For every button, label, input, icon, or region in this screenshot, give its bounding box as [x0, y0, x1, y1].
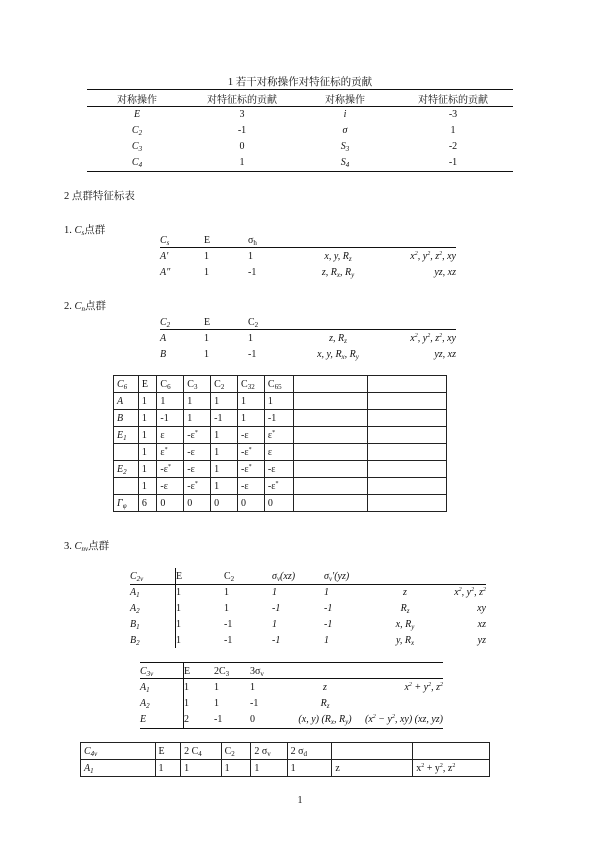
table-row	[114, 495, 447, 512]
table-row	[140, 711, 443, 727]
table-cell: -ε*	[184, 427, 211, 444]
table-cell: 1	[211, 393, 238, 410]
table-cell: -1	[157, 410, 184, 427]
table-cell: 1	[176, 586, 181, 598]
table-cell: $C_4$	[131, 156, 143, 169]
table-cell: $C_2$	[131, 124, 143, 137]
table-cell: 1	[238, 393, 265, 410]
header-cell: 2 $\sigma_v$	[251, 743, 287, 760]
table-cell: xy	[477, 602, 486, 614]
table-cell	[293, 461, 367, 478]
table-cell: 1	[184, 393, 211, 410]
table-cell	[293, 410, 367, 427]
table-cell: -1	[250, 697, 259, 709]
table-cell: $A_1$	[130, 586, 140, 599]
table-cell: 1	[214, 681, 219, 693]
table-cell: yz, xz	[434, 348, 456, 360]
table-cell: z, $R_z$	[329, 332, 347, 345]
table-cell: -1	[248, 266, 257, 278]
table-cell: 1	[248, 250, 253, 262]
header-cell: E	[155, 743, 181, 760]
table-cell	[293, 478, 367, 495]
table-cell: yz	[477, 634, 486, 646]
table-cell	[368, 495, 447, 512]
header-cell: $C_{32}$	[238, 376, 265, 393]
table1-header-cell: 对特征标的贡献	[207, 94, 277, 106]
heading-text: 点群	[88, 541, 110, 552]
table1-caption: 1 若干对称操作对特征标的贡献	[227, 77, 373, 88]
table-cell: z	[323, 681, 327, 693]
table-cell: E	[133, 108, 141, 120]
header-cell	[286, 663, 364, 679]
header-cell: $C_6$	[114, 376, 139, 393]
table-cell: 1	[248, 332, 253, 344]
cn-heading	[64, 298, 106, 313]
table-cell: $A_2$	[130, 602, 140, 615]
table-row	[114, 393, 447, 410]
table-cell	[293, 427, 367, 444]
header-cell: $C_3$	[184, 376, 211, 393]
table-cell: -1	[224, 634, 233, 646]
table-cell: 1	[157, 393, 184, 410]
table-cell: 1	[181, 760, 221, 777]
table-cell: 1	[221, 760, 251, 777]
table-cell: 1	[324, 586, 329, 598]
table-cell: 6	[138, 495, 157, 512]
table-cell	[114, 478, 139, 495]
header-cell: $2C_3$	[214, 665, 230, 678]
table-cell: A"	[160, 266, 171, 278]
table-cell: 1	[211, 461, 238, 478]
cn-table	[160, 314, 456, 362]
table-cell: 1	[272, 618, 277, 630]
table-row	[87, 154, 513, 170]
table-row	[140, 695, 443, 711]
table1-header-cell: 对特征标的贡献	[418, 94, 488, 106]
table-cell: -ε*	[157, 461, 184, 478]
table-cell	[293, 444, 367, 461]
table-cell: 1	[138, 393, 157, 410]
header-cell	[434, 568, 486, 584]
table-cell: 1	[251, 760, 287, 777]
table-row	[114, 478, 447, 495]
table-row	[87, 106, 513, 122]
table-cell: $x^2$, $y^2$, $z^2$, xy	[410, 332, 456, 344]
table-cell: -ε*	[264, 478, 293, 495]
table-cell: (x, y) ($R_x$, $R_y$)	[298, 713, 352, 726]
header-cell: $C_2$	[224, 570, 235, 583]
table-cell: x, $R_y$	[395, 618, 415, 631]
header-row	[140, 663, 443, 679]
table-cell: $E_2$	[114, 461, 139, 478]
table-cell: 1	[184, 681, 189, 693]
table-cell: 1	[239, 156, 245, 168]
table-cell: 0	[157, 495, 184, 512]
table-cell: -ε	[264, 461, 293, 478]
table-cell: 1	[138, 461, 157, 478]
table-cell: -ε*	[238, 461, 265, 478]
table-cell: -1	[272, 602, 281, 614]
table-row	[130, 632, 486, 648]
header-cell	[298, 314, 378, 330]
table-cell: B	[114, 410, 139, 427]
table-cell: yz, xz	[434, 266, 456, 278]
table-cell: ε	[264, 444, 293, 461]
table-cell: $x^2 + y^2$, $z^2$	[413, 760, 490, 777]
table-cell: 0	[264, 495, 293, 512]
table-cell	[368, 427, 447, 444]
table-cell: $E_1$	[114, 427, 139, 444]
table-cell: 1	[272, 586, 277, 598]
table-cell: 1	[224, 602, 229, 614]
table-cell: -2	[448, 140, 458, 152]
table-cell: $x^2$, $y^2$, $z^2$, xy	[410, 250, 456, 262]
table-cell: 1	[450, 124, 456, 136]
table-cell: $A_1$	[81, 760, 156, 777]
table-cell: 0	[238, 495, 265, 512]
table-cell: ε*	[157, 444, 184, 461]
header-cell: $\sigma_v(xz)$	[272, 570, 296, 583]
table-cell: $S_3$	[340, 140, 350, 153]
table-cell: -1	[272, 634, 281, 646]
header-cell: $C_s$	[160, 234, 170, 247]
table-cell: -ε	[157, 478, 184, 495]
table-cell: z, $R_x$, $R_y$	[321, 266, 355, 279]
header-cell: $C_{65}$	[264, 376, 293, 393]
table-cell: $x^2$, $y^2$, $z^2$	[454, 586, 486, 598]
table-cell: $x^2 + y^2$, $z^2$	[404, 681, 443, 693]
table-cell: -ε	[184, 461, 211, 478]
table-cell: 1	[155, 760, 181, 777]
table-cell: 1	[324, 634, 329, 646]
table-cell: $R_z$	[320, 697, 330, 710]
c6-table	[113, 375, 447, 512]
heading-symbol: $C_n$	[74, 301, 86, 313]
header-cell: E	[184, 665, 191, 677]
table-row	[87, 138, 513, 154]
table-cell: 1	[176, 634, 181, 646]
table-cell: -1	[324, 602, 333, 614]
table-cell: 1	[184, 410, 211, 427]
table-cell: 0	[211, 495, 238, 512]
table-cell: 1	[264, 393, 293, 410]
table-cell: 1	[138, 478, 157, 495]
table-cell: $S_4$	[340, 156, 350, 169]
header-row	[114, 376, 447, 393]
header-cell: E	[176, 570, 183, 582]
table-cell	[114, 444, 139, 461]
table-cell: ε*	[264, 427, 293, 444]
table-cell	[368, 444, 447, 461]
c2v-table	[130, 568, 486, 648]
table-cell: -ε*	[238, 444, 265, 461]
table-cell: 3	[239, 108, 245, 120]
table-cell: $R_z$	[400, 602, 410, 615]
header-cell	[376, 568, 434, 584]
page-number: 1	[297, 795, 303, 806]
header-cell	[378, 232, 456, 248]
table-cell: σ	[342, 124, 348, 136]
header-cell: $C_{3v}$	[140, 665, 154, 678]
table-cell: A'	[160, 250, 169, 262]
header-cell	[378, 314, 456, 330]
header-cell: 2 $\sigma_d$	[287, 743, 332, 760]
header-cell: $C_6$	[157, 376, 184, 393]
table-cell: ($x^2 - y^2$, xy) (xz, yz)	[364, 713, 443, 725]
table-row	[160, 346, 456, 362]
table1-header-cell: 对称操作	[325, 94, 365, 106]
table-cell: -ε	[238, 427, 265, 444]
table-cell: -3	[448, 108, 458, 120]
header-cell: $C_{4v}$	[81, 743, 156, 760]
table-cell: 1	[204, 332, 209, 344]
table-cell: -1	[214, 713, 223, 725]
header-cell: $\sigma_v'(yz)$	[324, 570, 350, 583]
table-cell: -1	[324, 618, 333, 630]
c3v-table	[140, 663, 443, 727]
cs-heading	[64, 222, 105, 237]
header-cell: $\sigma_h$	[248, 234, 257, 247]
table-row	[130, 616, 486, 632]
table-cell: 1	[287, 760, 332, 777]
table1-header-cell: 对称操作	[117, 94, 157, 106]
header-cell: 2 $C_4$	[181, 743, 221, 760]
table-cell: 1	[176, 602, 181, 614]
heading-symbol: $C_s$	[74, 225, 85, 237]
table-cell: 2	[184, 713, 189, 725]
table-cell: -ε	[238, 478, 265, 495]
header-cell: E	[204, 316, 211, 328]
table-cell: 1	[204, 250, 209, 262]
table-cell: 1	[211, 478, 238, 495]
heading-number: 1.	[64, 225, 75, 236]
table-cell: -1	[448, 156, 458, 168]
table-row	[114, 444, 447, 461]
table-cell: $B_1$	[130, 618, 140, 631]
table-cell: 1	[204, 348, 209, 360]
table1-header-row	[87, 90, 513, 106]
table-cell: ε	[157, 427, 184, 444]
table-cell: 1	[138, 444, 157, 461]
table-row	[114, 410, 447, 427]
table-cell: 1	[184, 697, 189, 709]
table-cell: 1	[250, 681, 255, 693]
table-cell	[368, 393, 447, 410]
table1-bottom-rule	[87, 171, 513, 172]
table-cell: 1	[138, 427, 157, 444]
table-cell: $A_1$	[140, 681, 150, 694]
table-cell: 1	[138, 410, 157, 427]
table-cell: 1	[204, 266, 209, 278]
table-cell: z	[403, 586, 407, 598]
header-cell: $C_{2v}$	[130, 570, 144, 583]
table-row	[114, 461, 447, 478]
header-row	[81, 743, 490, 760]
header-cell: $C_2$	[221, 743, 251, 760]
table-cell: 1	[211, 427, 238, 444]
table-cell: 1	[211, 444, 238, 461]
table-cell: -1	[211, 410, 238, 427]
table-cell: i	[343, 108, 347, 120]
header-cell: $C_2$	[211, 376, 238, 393]
header-cell	[293, 376, 367, 393]
table-cell: A	[114, 393, 139, 410]
header-cell	[368, 376, 447, 393]
table-cell: $A_2$	[140, 697, 150, 710]
table-cell: -ε	[184, 444, 211, 461]
table-row	[160, 330, 456, 346]
heading-number: 2.	[64, 301, 75, 312]
header-cell: $3\sigma_v$	[250, 665, 264, 678]
table-cell: z	[332, 760, 413, 777]
table1	[87, 90, 513, 170]
section-heading: 2 点群特征标表	[64, 191, 135, 202]
header-row	[160, 232, 456, 248]
header-cell: E	[138, 376, 157, 393]
table-cell: -1	[237, 124, 247, 136]
header-cell: E	[204, 234, 211, 246]
table-cell: xz	[477, 618, 486, 630]
table-cell	[293, 495, 367, 512]
table-cell: A	[160, 332, 167, 344]
table-cell: E	[140, 713, 147, 725]
table-row	[114, 427, 447, 444]
table-cell: $B_2$	[130, 634, 140, 647]
table-cell	[368, 410, 447, 427]
table-cell: $C_3$	[131, 140, 143, 153]
header-cell	[332, 743, 413, 760]
table-cell	[368, 461, 447, 478]
header-row	[160, 314, 456, 330]
table-cell: -ε*	[184, 478, 211, 495]
heading-symbol: $C_{nv}$	[74, 541, 89, 553]
header-row	[130, 568, 486, 584]
table-cell: 1	[224, 586, 229, 598]
table-row	[81, 760, 490, 777]
table-cell: B	[160, 348, 167, 360]
table-cell: y, $R_x$	[395, 634, 415, 647]
table-cell: 1	[238, 410, 265, 427]
header-cell: $C_2$	[160, 316, 171, 329]
table-row	[140, 679, 443, 695]
heading-number: 3.	[64, 541, 75, 552]
table-cell: x, y, $R_x$, $R_y$	[317, 348, 359, 361]
cs-table	[160, 232, 456, 280]
table-cell: 0	[250, 713, 255, 725]
table-cell: -1	[264, 410, 293, 427]
header-cell: $C_2$	[248, 316, 259, 329]
table-cell: 0	[184, 495, 211, 512]
table-cell: 0	[239, 140, 245, 152]
table-cell: x, y, $R_z$	[324, 250, 352, 263]
table-row	[87, 122, 513, 138]
c4v-table	[80, 742, 490, 777]
table-row	[130, 584, 486, 600]
table-cell	[368, 478, 447, 495]
table-cell	[364, 695, 443, 711]
header-cell	[364, 663, 443, 679]
table-cell: 1	[214, 697, 219, 709]
header-cell	[298, 232, 378, 248]
table-cell	[293, 393, 367, 410]
table-cell: 1	[176, 618, 181, 630]
table-cell: $\Gamma_\varphi$	[114, 495, 139, 512]
table-row	[160, 248, 456, 264]
heading-text: 点群	[84, 225, 106, 236]
table-cell: -1	[248, 348, 257, 360]
heading-text: 点群	[85, 301, 107, 312]
cnv-heading	[64, 538, 109, 553]
table-row	[130, 600, 486, 616]
table-cell: -1	[224, 618, 233, 630]
c3v-bottom-rule	[140, 728, 443, 729]
header-cell	[413, 743, 490, 760]
table-row	[160, 264, 456, 280]
